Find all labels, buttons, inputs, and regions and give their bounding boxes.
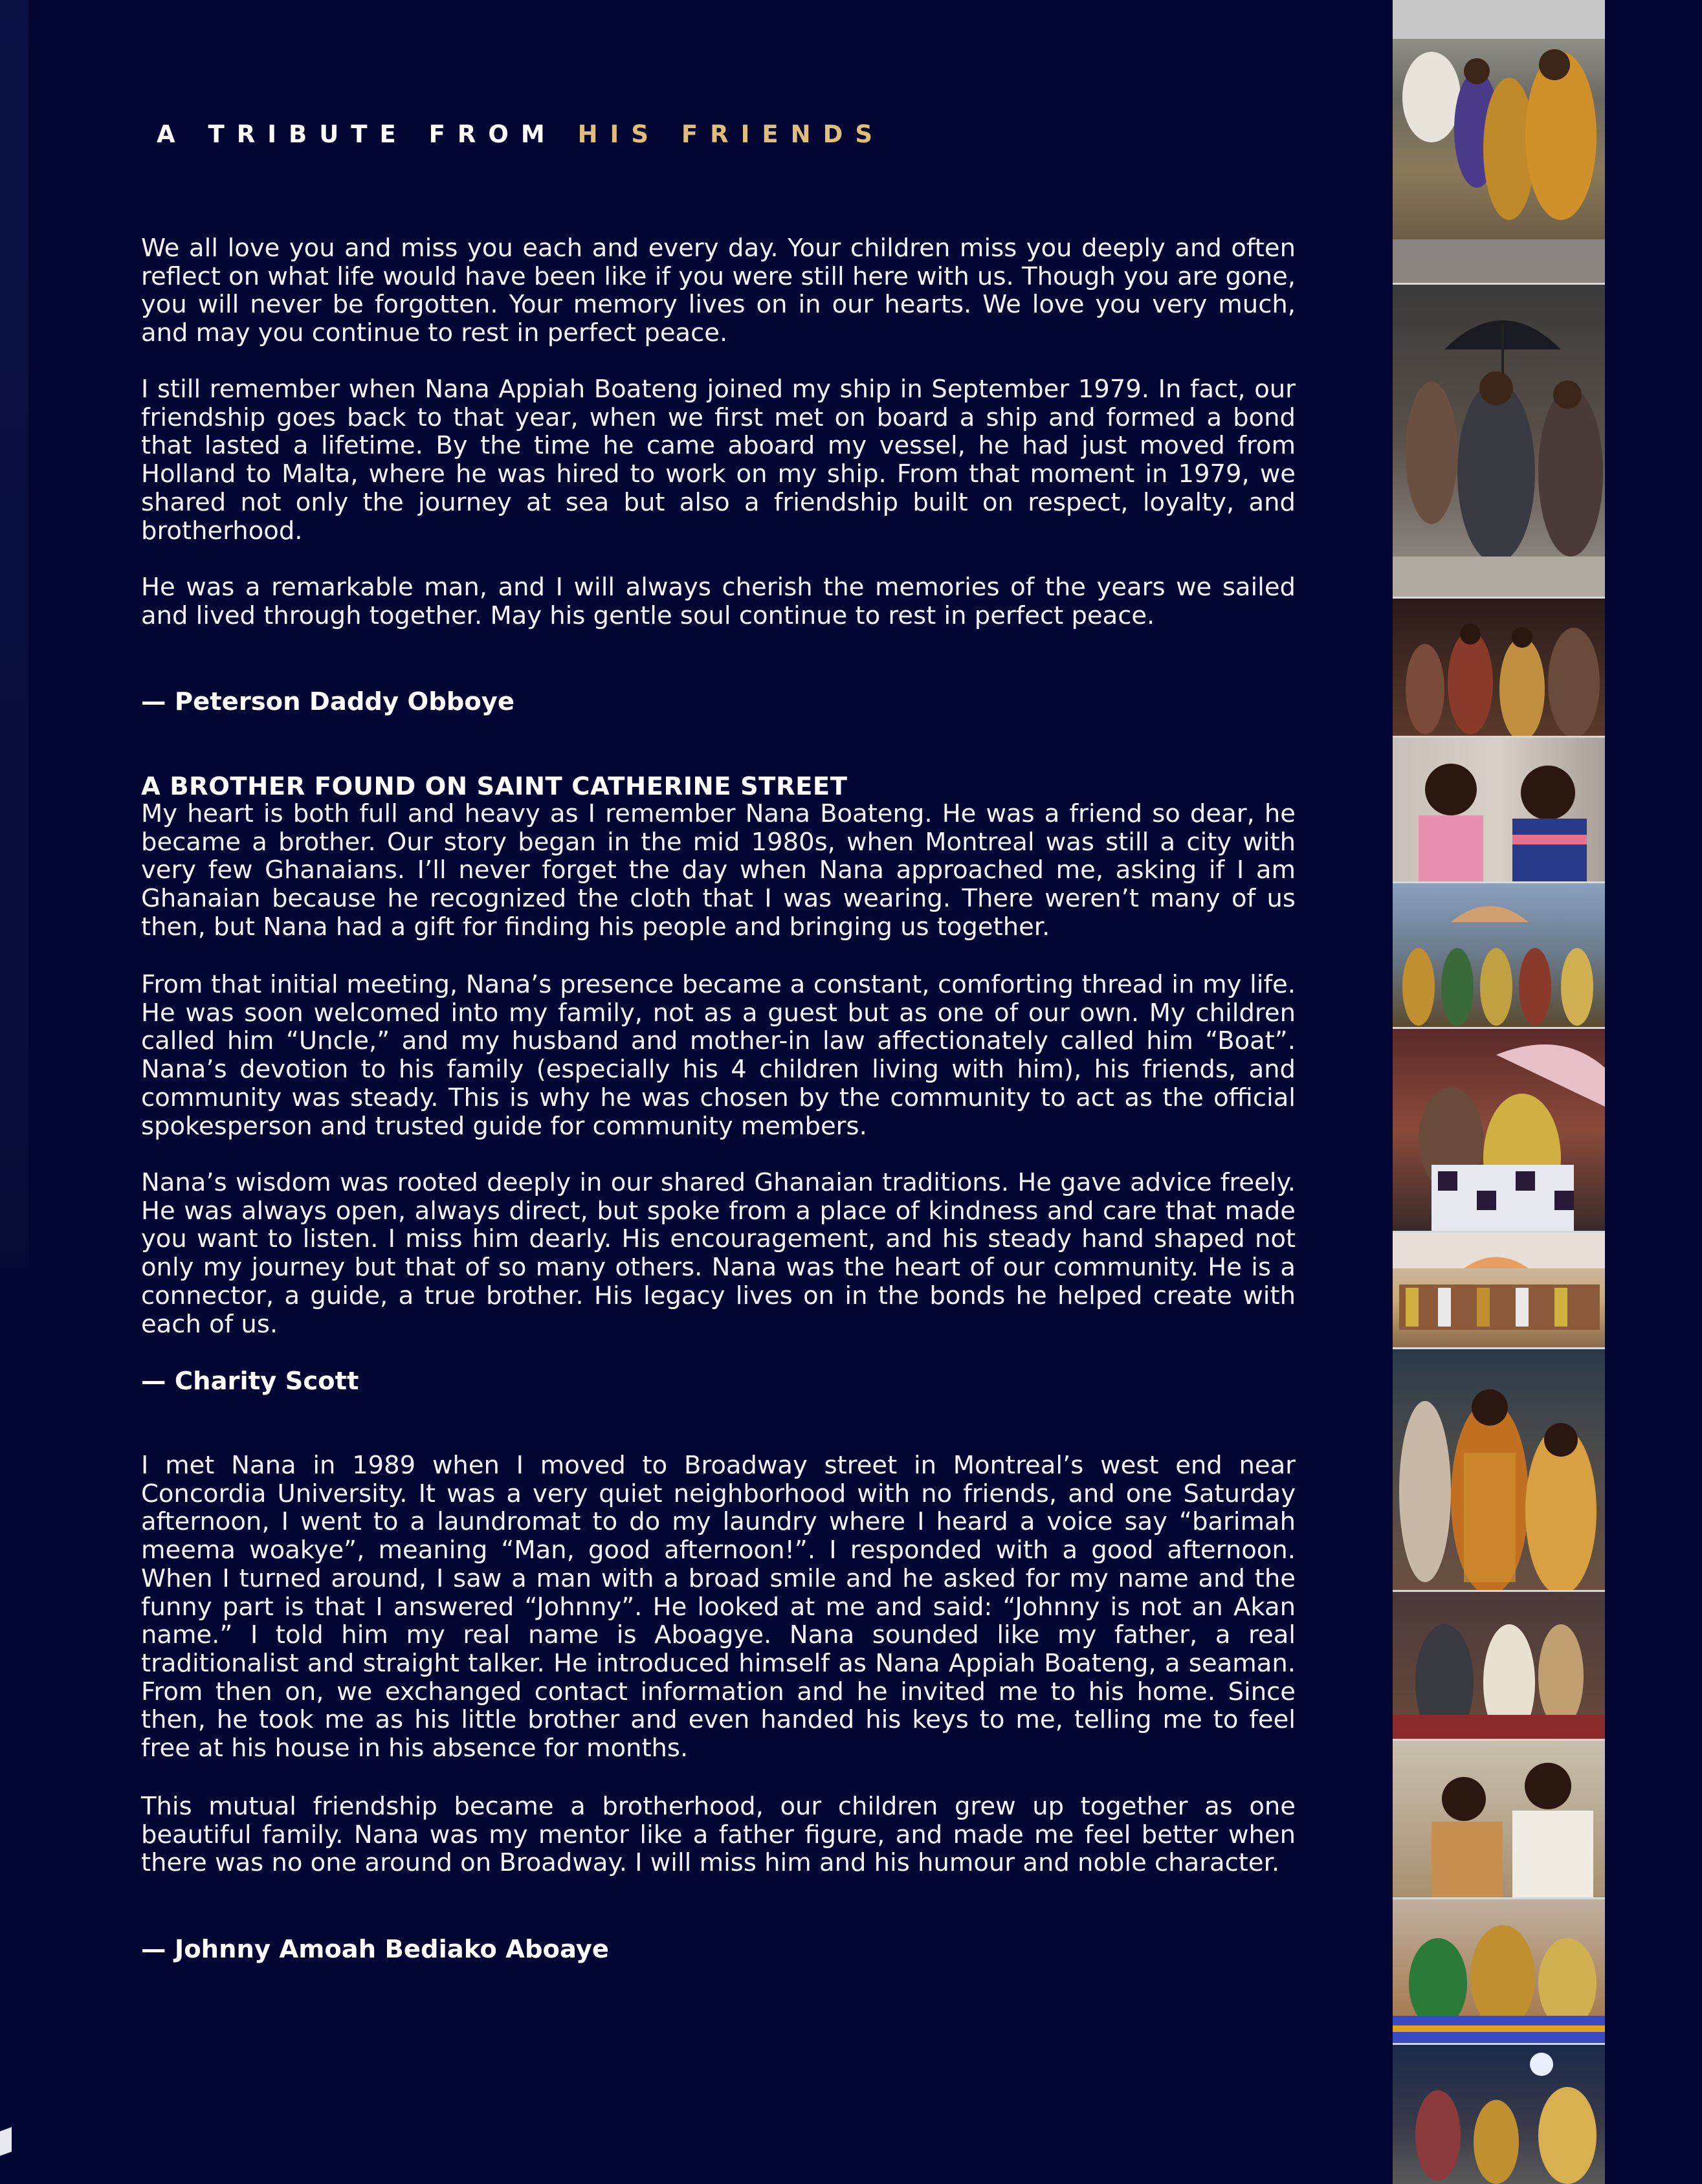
tribute1-paragraph1: We all love you and miss you each and every day. Your children miss you deeply and often reflect on what life would have been like if you were still here with us. Though you are gone, you will never be forgotten. Your memory lives on in our hearts. We love you very much, and may you continue to rest in perfect peace. [141,234,1296,348]
smiling-friends-photo-figures [1393,1741,1605,1899]
portrait-photo [1393,738,1605,883]
hall-group-photo-figures [1393,1233,1605,1349]
hall-group-photo [1393,1233,1605,1349]
evening-dance-photo [1393,2045,1605,2184]
smiling-friends-photo [1393,1741,1605,1899]
tribute2-paragraph2: From that initial meeting, Nana’s presence became a constant, comforting thread in my life. He was soon welcomed into my family, not as a guest but as one of our own. My children called him “Uncle,” and my husband and mother-in law affectionately called him “Boat”. Nana’s devotion to his family (especially his 4 children living with him), his friends, and community was steady. This is why he was chosen by the community to act as the official spokesperson and trusted guide for community members. [141,970,1296,1141]
tribute1-paragraph3: He was a remarkable man, and I will always cherish the memories of the years we sailed and lived through together. May his gentle soul continue to rest in perfect peace. [141,573,1296,630]
left-corner-mark [0,2106,12,2184]
tribute2-paragraph3: Nana’s wisdom was rooted deeply in our shared Ghanaian traditions. He gave advice freely. He was always open, always direct, but spoke from a place of kindness and care that made you want to listen. I miss him dearly. His encouragement, and his steady hand shaped not only my journey but that of so many others. Nana was the heart of our community. He is a connector, a guide, a true brother. His legacy lives on in the bonds he helped create with each of us. [141,1168,1296,1339]
umbrella-photo [1393,285,1605,599]
tribute2-subheading: A BROTHER FOUND ON SAINT CATHERINE STREET [141,772,848,801]
tribute2-signature: — Charity Scott [141,1367,359,1396]
evening-dance-photo-figures [1393,2045,1605,2184]
tribute3-paragraph2: This mutual friendship became a brotherhood, our children grew up together as one beautiful family. Nana was my mentor like a father figure, and made me feel better when there was no one around on Broadway. I will miss him and his humour and noble character. [141,1792,1296,1878]
celebration-photo-1 [1393,0,1605,285]
outdoor-group-photo-figures [1393,883,1605,1029]
banquet-photo [1393,1592,1605,1741]
gathering-photo [1393,599,1605,738]
kente-dance-photo [1393,1349,1605,1592]
banquet-photo-figures [1393,1592,1605,1741]
seated-celebration-photo-figures [1393,1899,1605,2045]
kente-dance-photo-figures [1393,1349,1605,1592]
chief-ceremony-photo [1393,1029,1605,1233]
page-title [157,120,885,148]
chief-ceremony-photo-figures [1393,1029,1605,1233]
seated-celebration-photo [1393,1899,1605,2045]
gathering-photo-figures [1393,599,1605,738]
portrait-photo-figures [1393,738,1605,883]
left-decorative-strip [0,0,28,1268]
page-title-accent: HIS FRIENDS [577,120,885,148]
umbrella-photo-figures [1393,285,1605,599]
page-title-part1: A TRIBUTE FROM [157,120,557,148]
tribute1-signature: — Peterson Daddy Obboye [141,687,514,716]
tribute3-signature: — Johnny Amoah Bediako Aboaye [141,1935,609,1964]
tribute2-paragraph1: My heart is both full and heavy as I remember Nana Boateng. He was a friend so dear, he became a brother. Our story began in the mid 1980s, when Montreal was still a city with very few Ghanaians. I’ll never forget the day when Nana approached me, asking if I am Ghanaian because he recognized the cloth that I was wearing. There weren’t many of us then, but Nana had a gift for finding his people and bringing us together. [141,799,1296,942]
celebration-photo-1-figures [1393,0,1605,285]
photo-strip [1393,0,1605,2184]
tribute1-paragraph2: I still remember when Nana Appiah Boateng joined my ship in September 1979. In fact, our friendship goes back to that year, when we first met on board a ship and formed a bond that lasted a lifetime. By the time he came aboard my vessel, he had just moved from Holland to Malta, where he was hired to work on my ship. From that moment in 1979, we shared not only the journey at sea but also a friendship built on respect, loyalty, and brotherhood. [141,375,1296,546]
outdoor-group-photo [1393,883,1605,1029]
tribute3-paragraph1: I met Nana in 1989 when I moved to Broadway street in Montreal’s west end near Concordia University. It was a very quiet neighborhood with no friends, and one Saturday afternoon, I went to a laundromat to do my laundry where I heard a voice say “barimah meema woakye”, meaning “Man, good afternoon!”. I responded with a good afternoon. When I turned around, I saw a man with a broad smile and he asked for my name and the funny part is that I answered “Johnny”. He looked at me and said: “Johnny is not an Akan name.” I told him my real name is Aboagye. Nana sounded like my father, a real traditionalist and straight talker. He introduced himself as Nana Appiah Boateng, a seaman. From then on, we exchanged contact information and he invited me to his home. Since then, he took me as his little brother and even handed his keys to me, telling me to feel free at his house in his absence for months. [141,1451,1296,1763]
